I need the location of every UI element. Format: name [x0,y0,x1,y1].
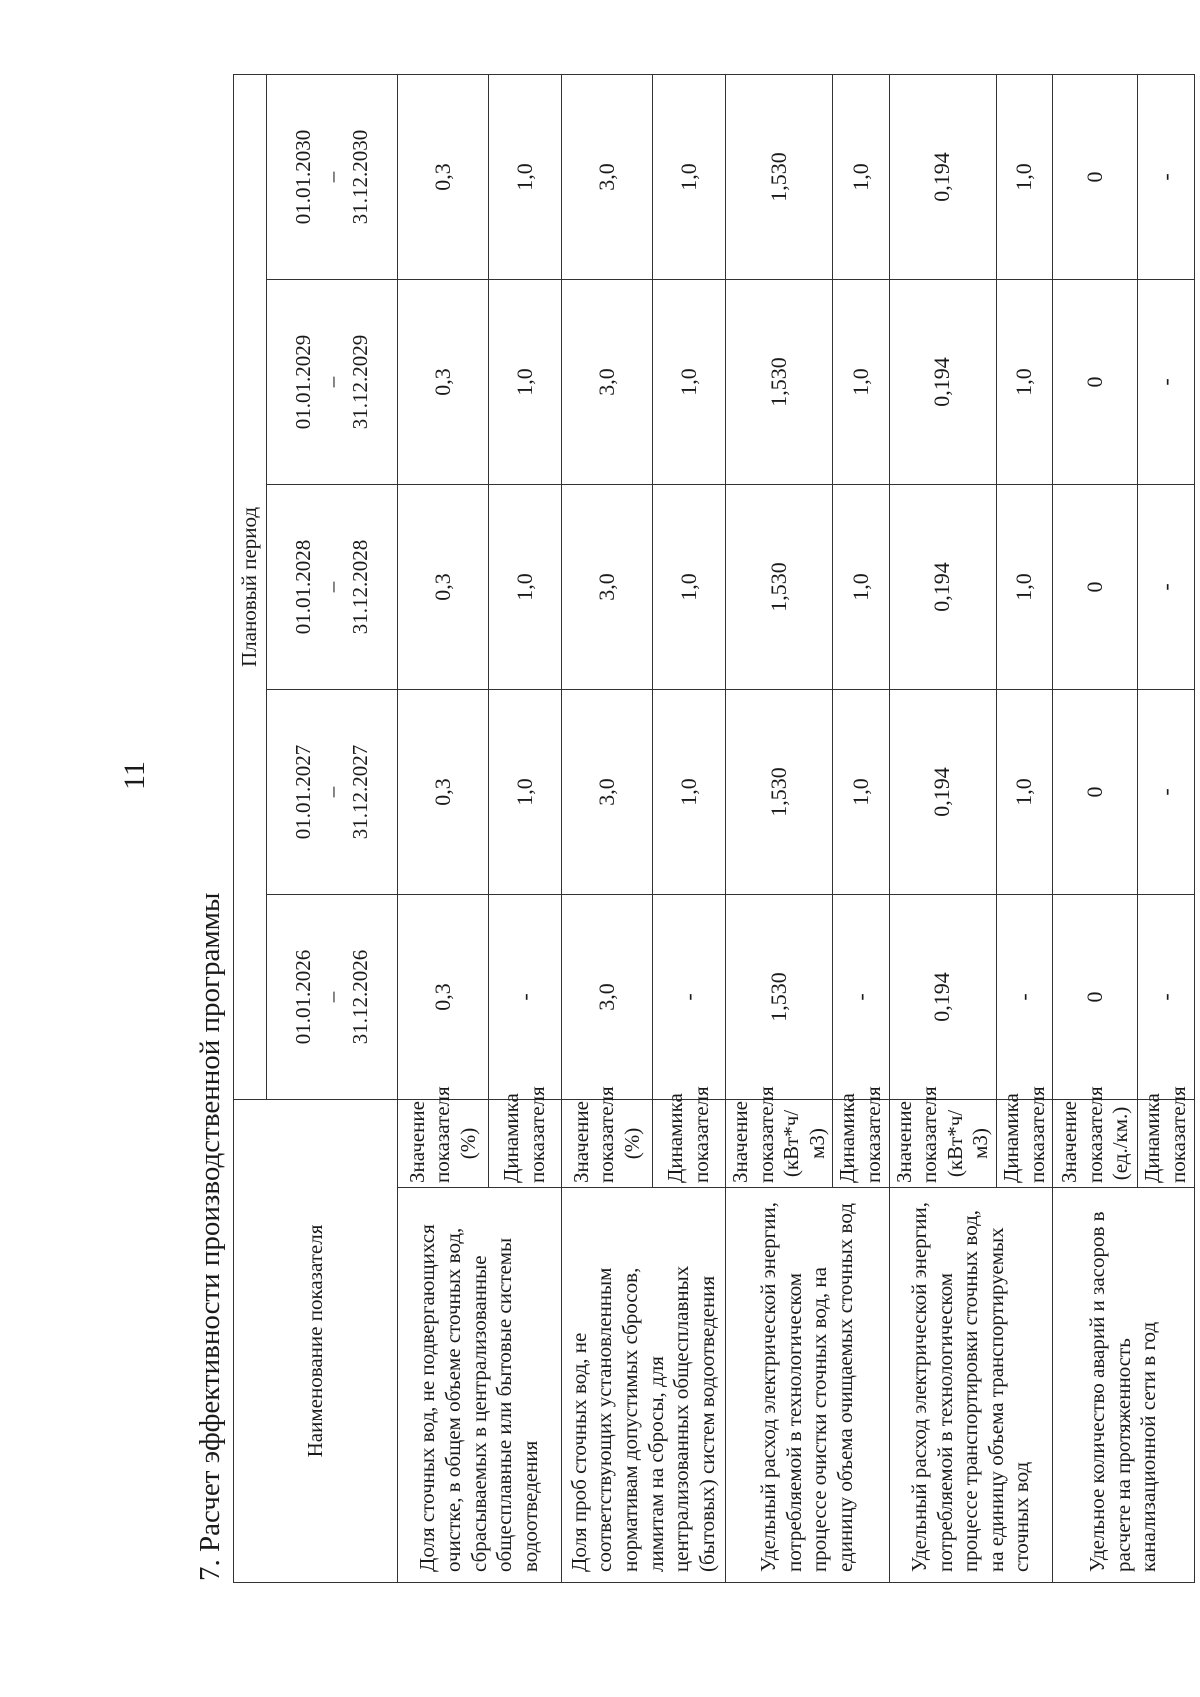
row-label-dynamics: Динамика показателя [489,1099,562,1187]
row-label-value: Значение показателя (кВт*ч/м3) [726,1099,833,1187]
table-cell: 3,0 [562,74,653,279]
table-cell: 3,0 [562,484,653,689]
rotated-content [187,73,1190,1583]
table-cell: 0,194 [889,689,996,894]
indicator-name: Удельный расход электрической энергии, потребляемой в технологическом процессе транспортировки сточных вод, на единицу объема транспортируемых сточных вод [889,1188,1053,1583]
table-cell: 1,530 [726,894,833,1099]
header-row-period [234,74,267,1582]
header-year-2030: 01.01.2030 – 31.12.2030 [267,74,398,279]
table-cell: 0,3 [398,279,489,484]
page-number: 11 [118,761,151,790]
row-label-dynamics: Динамика показателя [833,1099,889,1187]
header-year-2027: 01.01.2027 – 31.12.2027 [267,689,398,894]
table-cell: 0,3 [398,74,489,279]
table-cell: 3,0 [562,894,653,1099]
table-cell: 0 [1053,74,1138,279]
table-cell: 1,0 [997,279,1053,484]
row-label-dynamics: Динамика показателя [653,1099,726,1187]
table-cell: 1,0 [833,74,889,279]
table-cell: 1,0 [997,74,1053,279]
table-cell: - [833,894,889,1099]
header-year-2029: 01.01.2029 – 31.12.2029 [267,279,398,484]
table-cell: 1,0 [489,484,562,689]
table-cell: 0,3 [398,894,489,1099]
table-cell: 3,0 [562,689,653,894]
indicator-name: Доля сточных вод, не подвергающихся очистке, в общем объеме сточных вод, сбрасываемых в централизованные общесплавные или бытовые системы водоотведения [398,1188,562,1583]
table-cell: 3,0 [562,279,653,484]
table-row [889,74,996,1582]
table-cell: 0 [1053,894,1138,1099]
row-label-value: Значение показателя (%) [562,1099,653,1187]
table-cell: - [1138,74,1194,279]
table-row [398,74,489,1582]
indicator-name: Удельный расход электрической энергии, потребляемой в технологическом процессе очистки сточных вод, на единицу объема очищаемых сточных вод [726,1188,890,1583]
table-cell: 1,0 [833,279,889,484]
indicator-name: Доля проб сточных вод, не соответствующих установленным нормативам допустимых сбросов, лимитам на сбросы, для централизованных общесплавных (бытовых) систем водоотведения [562,1188,726,1583]
table-cell: - [1138,279,1194,484]
table-cell: - [1138,689,1194,894]
table-cell: 1,0 [653,279,726,484]
table-cell: 1,0 [653,484,726,689]
header-year-2028: 01.01.2028 – 31.12.2028 [267,484,398,689]
table-row [1053,74,1138,1582]
row-label-value: Значение показателя (ед./км.) [1053,1099,1138,1187]
header-planned-period: Плановый период [234,74,267,1099]
table-cell: - [997,894,1053,1099]
table-cell: - [1138,484,1194,689]
table-row [726,74,833,1582]
table-row [562,74,653,1582]
table-cell: 1,530 [726,279,833,484]
table-cell: 1,0 [997,484,1053,689]
table-cell: 1,0 [489,689,562,894]
table-cell: 0,3 [398,484,489,689]
table-cell: 1,0 [489,74,562,279]
table-cell: 0 [1053,484,1138,689]
table-cell: 1,530 [726,484,833,689]
table-cell: 1,530 [726,74,833,279]
row-label-dynamics: Динамика показателя [997,1099,1053,1187]
table-cell: - [1138,894,1194,1099]
row-label-value: Значение показателя (кВт*ч/м3) [889,1099,996,1187]
table-cell: 1,530 [726,689,833,894]
table-cell: - [653,894,726,1099]
efficiency-table [233,74,1195,1583]
table-cell: 0,3 [398,689,489,894]
table-cell: 0 [1053,689,1138,894]
table-cell: 0,194 [889,484,996,689]
section-title: 7. Расчет эффективности производственной программы [194,892,226,1581]
table-cell: 1,0 [833,689,889,894]
row-label-dynamics: Динамика показателя [1138,1099,1194,1187]
indicator-name: Удельное количество аварий и засоров в расчете на протяженность канализационной сети в год [1053,1188,1194,1583]
row-label-value: Значение показателя (%) [398,1099,489,1187]
table-cell: 1,0 [489,279,562,484]
table-cell: 1,0 [833,484,889,689]
header-year-2026: 01.01.2026 – 31.12.2026 [267,894,398,1099]
table-cell: 1,0 [653,689,726,894]
table-cell: 0,194 [889,74,996,279]
table-cell: 0,194 [889,894,996,1099]
table-cell: - [489,894,562,1099]
header-indicator-name: Наименование показателя [234,1099,398,1582]
table-cell: 1,0 [653,74,726,279]
table-cell: 0,194 [889,279,996,484]
table-cell: 0 [1053,279,1138,484]
table-cell: 1,0 [997,689,1053,894]
